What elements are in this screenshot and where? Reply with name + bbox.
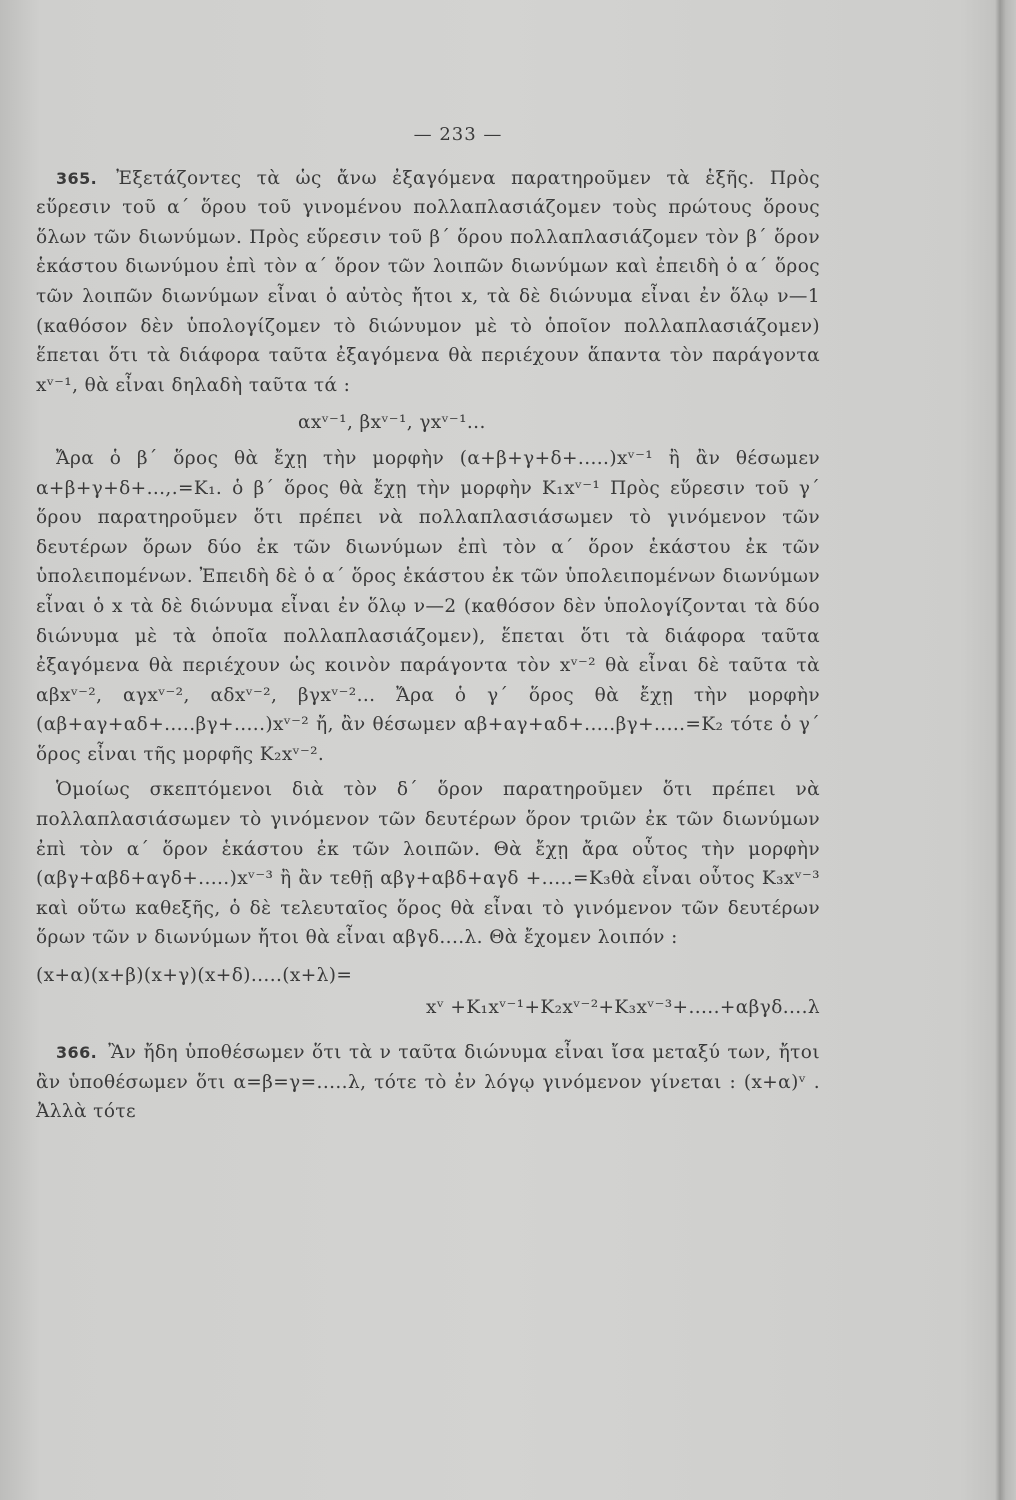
section-366-text-1: Ἂν ἤδη ὑποθέσωμεν ὅτι τὰ ν ταῦτα διώνυμα εἶναι ἴσα μεταξύ των, ἤτοι ἂν ὑποθέσωμεν ὅτι α=β=γ=.....λ, τότε τὸ ἐν λόγῳ γινόμενον γίνεται : (x+α)ᵛ . Ἀλλὰ τότε [36,1042,820,1123]
section-number-366: 366. [56,1043,98,1063]
page-text-block [36,120,820,1127]
section-365-paragraph-2: Ἄρα ὁ β΄ ὅρος θὰ ἔχῃ τὴν μορφὴν (α+β+γ+δ+.....)xᵛ⁻¹ ἢ ἂν θέσωμεν α+β+γ+δ+...,.=K₁. ὁ β΄ ὅρος θὰ ἔχῃ τὴν μορφὴν K₁xᵛ⁻¹ Πρὸς εὕρεσιν τοῦ γ΄ ὅρου παρατηροῦμεν ὅτι πρέπει νὰ πολλαπλασιάσωμεν τὸ γινόμενον τῶν δευτέρων ὅρων δύο ἐκ τῶν διωνύμων ἐπὶ τὸν α΄ ὅρον ἑκάστου ἐκ τῶν ὑπολειπομένων. Ἐπειδὴ δὲ ὁ α΄ ὅρος ἑκάστου ἐκ τῶν ὑπολειπομένων διωνύμων εἶναι ὁ x τὰ δὲ διώνυμα εἶναι ἐν ὅλῳ ν—2 (καθόσον δὲν ὑπολογίζονται τὰ δύο διώνυμα μὲ τὰ ὁποῖα πολλαπλασιάζομεν), ἕπεται ὅτι τὰ διάφορα ταῦτα ἐξαγόμενα θὰ περιέχουν ὡς κοινὸν παράγοντα τὸν xᵛ⁻² θὰ εἶναι δὲ ταῦτα τὰ αβxᵛ⁻², αγxᵛ⁻², αδxᵛ⁻², βγxᵛ⁻²... Ἄρα ὁ γ΄ ὅρος θὰ ἔχῃ τὴν μορφὴν (αβ+αγ+αδ+.....βγ+.....)xᵛ⁻² ἤ, ἂν θέσωμεν αβ+αγ+αδ+.....βγ+.....=K₂ τότε ὁ γ΄ ὅρος εἶναι τῆς μορφῆς K₂xᵛ⁻². [36,447,820,765]
section-365-paragraph-1 [36,164,820,401]
section-number-365: 365. [56,168,98,188]
section-366-paragraph-1 [36,1038,820,1127]
section-365-paragraph-3: Ὁμοίως σκεπτόμενοι διὰ τὸν δ΄ ὅρον παρατηροῦμεν ὅτι πρέπει νὰ πολλαπλασιάσωμεν τὸ γινόμενον τῶν δευτέρων ὅρον τριῶν ἐκ τῶν διωνύμων ἐπὶ τὸν α΄ ὅρον ἑκάστου ἐκ τῶν λοιπῶν. Θὰ ἔχῃ ἄρα οὗτος τὴν μορφὴν (αβγ+αβδ+αγδ+.....)xᵛ⁻³ ἢ ἂν τεθῇ αβγ+αβδ+αγδ +.....=K₃θὰ εἶναι οὗτος K₃xᵛ⁻³ καὶ οὕτω καθεξῆς, ὁ δὲ τελευταῖος ὅρος θὰ εἶναι τὸ γινόμενον τῶν δευτέρων ὅρων τῶν ν διωνύμων ἤτοι θὰ εἶναι αβγδ....λ. Θὰ ἔχομεν λοιπόν : [36,779,820,949]
formula-product-left: (x+α)(x+β)(x+γ)(x+δ).....(x+λ)= [36,965,353,987]
page-number: — 233 — [413,124,503,145]
formula-terms: αxᵛ⁻¹, βxᵛ⁻¹, γxᵛ⁻¹... [298,412,486,434]
section-365-text-1: Ἐξετάζοντες τὰ ὡς ἄνω ἐξαγόμενα παρατηροῦμεν τὰ ἑξῆς. Πρὸς εὕρεσιν τοῦ α΄ ὅρου τοῦ γινομένου πολλαπλασιάζομεν τοὺς πρώτους ὅρους ὅλων τῶν διωνύμων. Πρὸς εὕρεσιν τοῦ β΄ ὅρου πολλαπλασιάζομεν τὸν β΄ ὅρον ἑκάστου διωνύμου ἐπὶ τὸν α΄ ὅρον τῶν λοιπῶν διωνύμων καὶ ἐπειδὴ ὁ α΄ ὅρος τῶν λοιπῶν διωνύμων εἶναι ὁ αὐτὸς ἤτοι x, τὰ δὲ διώνυμα εἶναι ἐν ὅλῳ ν—1 (καθόσον δὲν ὑπολογίζομεν τὸ διώνυμον μὲ τὸ ὁποῖον πολλαπλασιάζομεν) ἕπεται ὅτι τὰ διάφορα ταῦτα ἐξαγόμενα θὰ περιέχουν ἅπαντα τὸν παράγοντα xᵛ⁻¹, θὰ εἶναι δηλαδὴ ταῦτα τά : [36,167,820,396]
formula-product-right: xᵛ +K₁xᵛ⁻¹+K₂xᵛ⁻²+K₃xᵛ⁻³+.....+αβγδ....λ [426,996,820,1018]
